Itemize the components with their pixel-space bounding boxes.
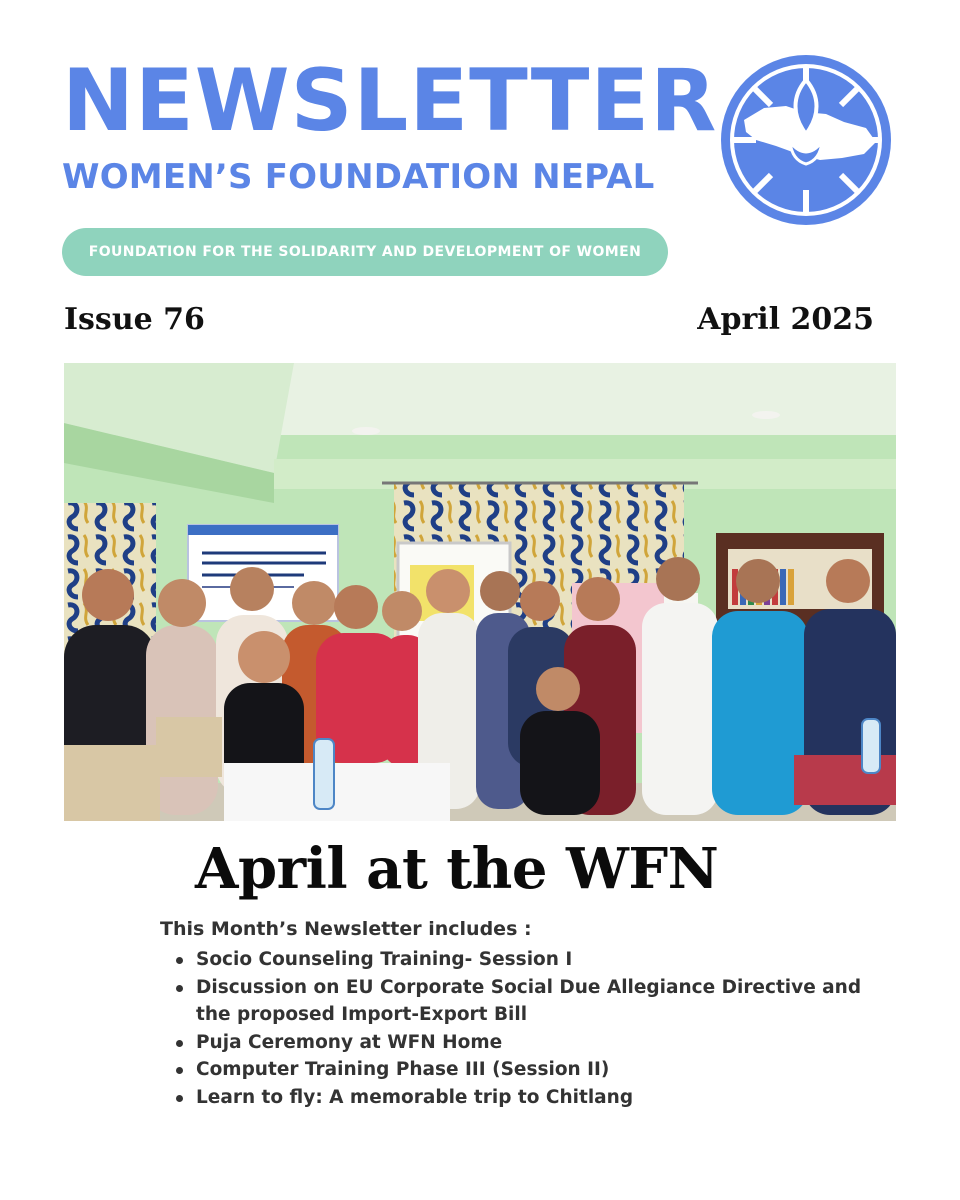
list-item-text: Socio Counseling Training- Session I: [196, 949, 573, 970]
bullet-icon: [176, 1040, 183, 1047]
contents-list: [160, 946, 880, 1111]
list-item-text: Discussion on EU Corporate Social Due Allegiance Directive and the proposed Import-Export Bill: [196, 976, 862, 1025]
bullet-icon: [176, 985, 183, 992]
issue-date: April 2025: [697, 302, 874, 337]
contents-intro: This Month’s Newsletter includes :: [160, 918, 532, 940]
wfn-logo-icon: [716, 50, 896, 230]
list-item-text: Learn to fly: A memorable trip to Chitlang: [196, 1086, 634, 1108]
contents-section: [160, 918, 880, 1111]
list-item: [176, 946, 880, 974]
list-item: [176, 1056, 880, 1084]
tagline-text: FOUNDATION FOR THE SOLIDARITY AND DEVELOPMENT OF WOMEN: [88, 244, 642, 260]
list-item-text: Puja Ceremony at WFN Home: [196, 1031, 503, 1053]
list-item: [176, 1029, 880, 1057]
issue-number: Issue 76: [64, 302, 205, 337]
feature-title: April at the WFN: [195, 836, 719, 902]
organization-name: WOMEN’S FOUNDATION NEPAL: [62, 157, 655, 197]
bullet-icon: [176, 957, 183, 964]
bullet-icon: [176, 1067, 183, 1074]
newsletter-title: NEWSLETTER: [62, 51, 718, 151]
tagline-banner: [62, 228, 668, 276]
bullet-icon: [176, 1095, 183, 1102]
list-item: [176, 974, 880, 1029]
list-item-text: Computer Training Phase III (Session II): [196, 1059, 610, 1080]
group-photo: [64, 363, 896, 821]
list-item: [176, 1084, 880, 1112]
